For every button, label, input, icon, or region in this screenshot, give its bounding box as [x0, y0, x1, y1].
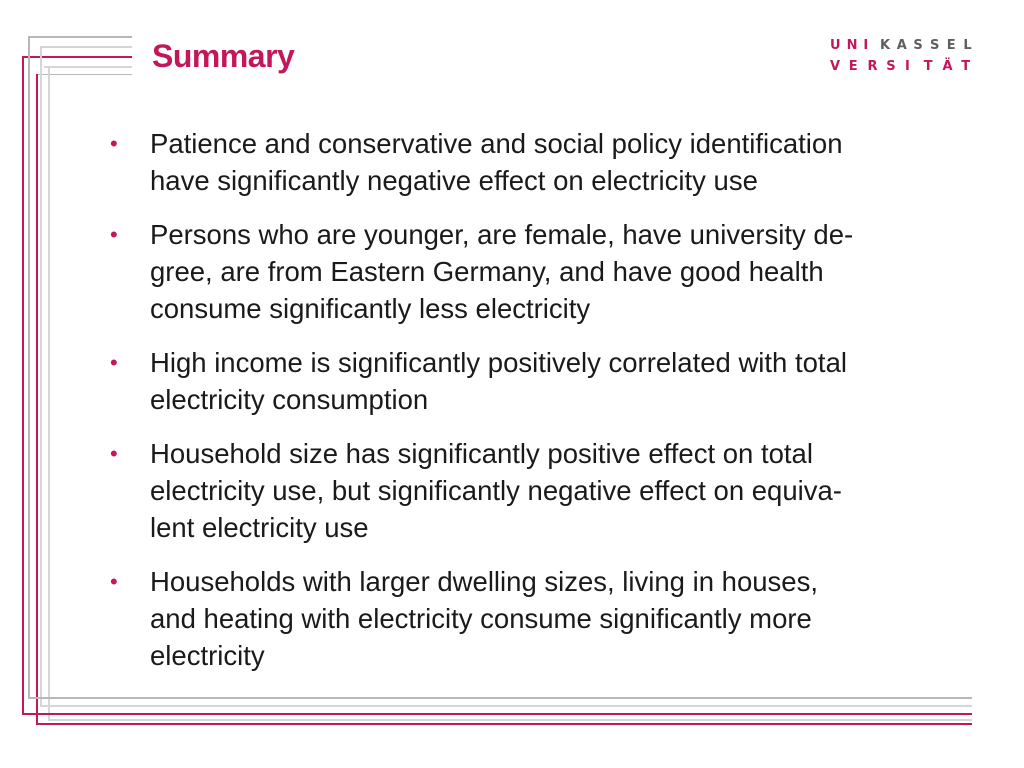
logo-letter: I [905, 59, 910, 74]
frame-line [22, 56, 132, 58]
frame-line [40, 46, 42, 706]
summary-bullet-list [110, 125, 970, 691]
logo-letter: T [961, 59, 971, 74]
bullet-line: consume significantly less electricity [150, 293, 591, 324]
bullet-dot-icon: • [110, 131, 118, 156]
bullet-line: gree, are from Eastern Germany, and have good health [150, 256, 824, 287]
logo-row-2 [830, 56, 980, 77]
logo-letter: T [923, 59, 933, 74]
frame-line [36, 74, 38, 724]
bullet-line: Patience and conservative and social policy identification [150, 128, 843, 159]
logo-letter: I [863, 38, 869, 53]
logo-row-1 [830, 35, 980, 56]
frame-line [22, 56, 24, 714]
frame-line [36, 723, 972, 725]
frame-line [40, 705, 972, 707]
bullet-line: Persons who are younger, are female, have university de- [150, 219, 854, 250]
bullet-line: have significantly negative effect on electricity use [150, 165, 758, 196]
bullet-line: electricity [150, 640, 265, 671]
bullet-line: lent electricity use [150, 512, 369, 543]
logo-letter: E [848, 59, 858, 74]
bullet-line: High income is significantly positively correlated with total [150, 347, 847, 378]
bullet-line: electricity consumption [150, 384, 429, 415]
logo-letter: S [913, 38, 923, 53]
frame-line [36, 74, 132, 75]
logo-letter: A [896, 38, 907, 53]
frame-line [44, 66, 132, 68]
logo-letter: K [880, 38, 891, 53]
frame-line [48, 719, 972, 721]
frame-line [28, 36, 132, 38]
university-logo [830, 35, 980, 77]
logo-letter: L [963, 38, 972, 53]
bullet-line: electricity use, but significantly negative effect on equiva- [150, 475, 842, 506]
bullet-item [110, 435, 970, 546]
logo-letter: Ä [942, 59, 953, 74]
bullet-item [110, 216, 970, 327]
frame-line [22, 713, 972, 715]
frame-line [28, 697, 972, 699]
frame-line [48, 66, 50, 720]
bullet-dot-icon: • [110, 350, 118, 375]
bullet-item [110, 344, 970, 418]
bullet-line: and heating with electricity consume significantly more [150, 603, 812, 634]
bullet-line: Household size has significantly positive effect on total [150, 438, 813, 469]
bullet-dot-icon: • [110, 441, 118, 466]
logo-letter: N [846, 38, 858, 53]
bullet-dot-icon: • [110, 569, 118, 594]
logo-letter: S [930, 38, 940, 53]
page-title: Summary [152, 38, 295, 74]
frame-line [28, 36, 30, 698]
logo-letter: V [830, 59, 841, 74]
bullet-item [110, 125, 970, 199]
logo-letter: R [867, 59, 878, 74]
bullet-item [110, 563, 970, 674]
bullet-dot-icon: • [110, 222, 118, 247]
logo-letter: E [946, 38, 956, 53]
frame-line [40, 46, 132, 48]
logo-letter: S [886, 59, 896, 74]
logo-letter: U [830, 38, 841, 53]
bullet-line: Households with larger dwelling sizes, living in houses, [150, 566, 818, 597]
